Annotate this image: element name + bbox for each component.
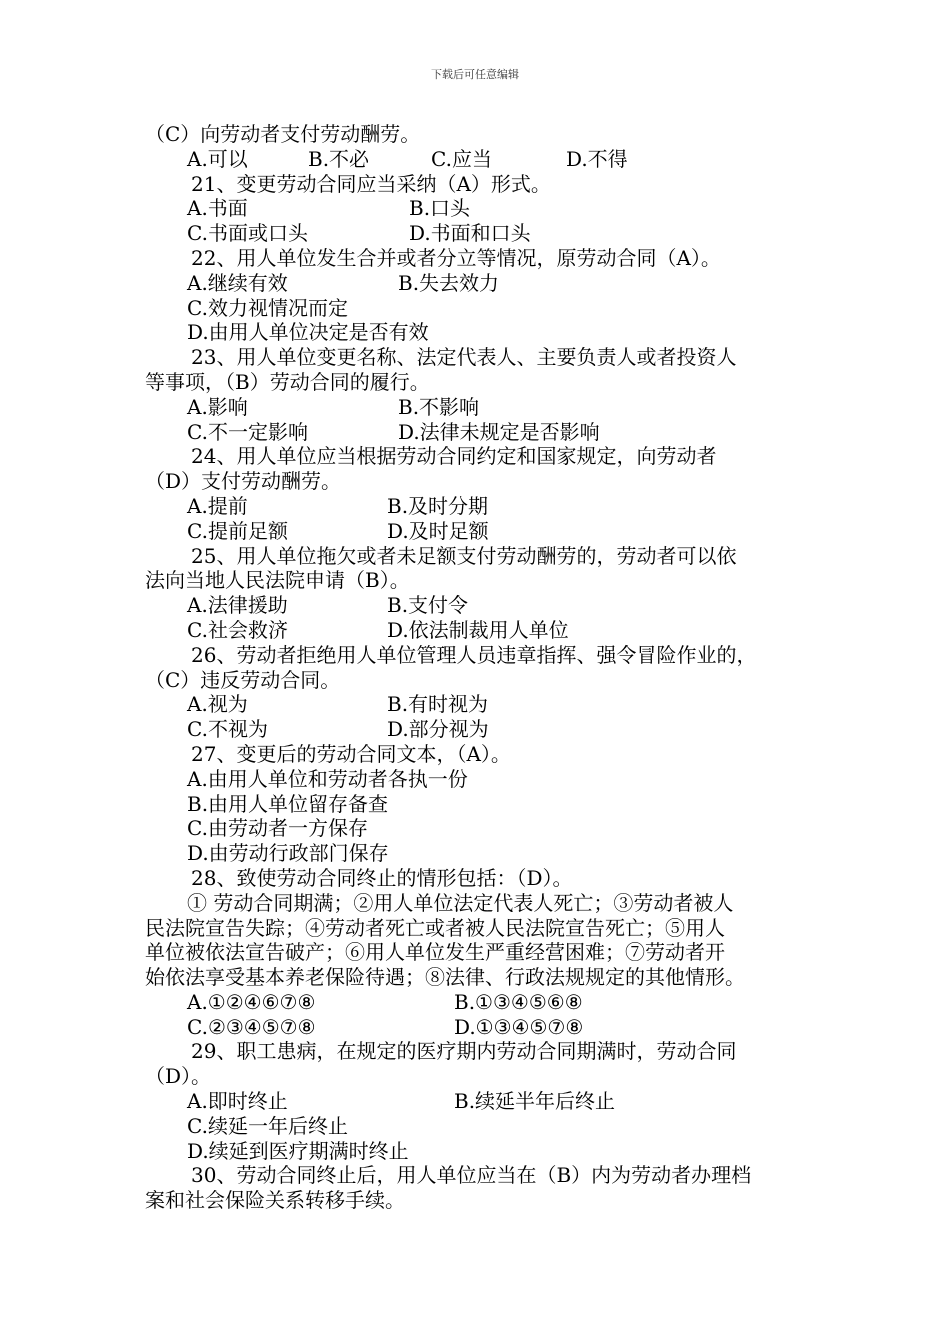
line-text: D.由劳动行政部门保存 <box>187 841 389 866</box>
line-text: 等事项，（B）劳动合同的履行。 <box>145 369 430 394</box>
text-line <box>145 1064 825 1089</box>
text-line <box>145 668 825 693</box>
text-line <box>145 1039 825 1064</box>
answer-option: D.部分视为 <box>387 717 489 742</box>
answer-option: B.①③④⑤⑥⑧ <box>454 989 583 1014</box>
answer-option: A.法律援助 <box>187 593 288 618</box>
text-line <box>145 990 825 1015</box>
answer-option: D.依法制裁用人单位 <box>387 617 569 642</box>
line-text: 单位被依法宣告破产；⑥用人单位发生严重经营困难；⑦劳动者开 <box>145 940 725 965</box>
text-line <box>145 122 825 147</box>
text-line <box>145 246 825 271</box>
text-line <box>145 196 825 221</box>
answer-option: D.不得 <box>566 146 628 171</box>
answer-option: A.即时终止 <box>187 1089 288 1114</box>
line-text: 始依法享受基本养老保险待遇；⑧法律、行政法规规定的其他情形。 <box>145 965 745 990</box>
text-line <box>145 742 825 767</box>
text-line <box>145 717 825 742</box>
text-line <box>145 320 825 345</box>
line-text: （C）向劳动者支付劳动酬劳。 <box>145 122 421 146</box>
line-text: （D）。 <box>145 1064 212 1089</box>
text-line <box>145 1188 825 1213</box>
answer-option: B.续延半年后终止 <box>454 1089 616 1114</box>
document-body <box>145 122 825 1213</box>
line-text: 法向当地人民法院申请（B）。 <box>145 568 410 593</box>
text-line <box>145 296 825 321</box>
answer-option: B.有时视为 <box>387 692 489 717</box>
line-text: （D）支付劳动酬劳。 <box>145 469 342 494</box>
answer-option: D.①③④⑤⑦⑧ <box>454 1014 584 1039</box>
line-text: 案和社会保险关系转移手续。 <box>145 1188 405 1213</box>
answer-option: B.及时分期 <box>387 493 489 518</box>
line-text: 27、变更后的劳动合同文本，（A）。 <box>191 741 511 766</box>
text-line <box>145 494 825 519</box>
answer-option: A.提前 <box>187 493 248 518</box>
text-line <box>145 816 825 841</box>
text-line <box>145 568 825 593</box>
text-line <box>145 1114 825 1139</box>
answer-option: C.社会救济 <box>187 617 288 642</box>
page-header: 下载后可任意编辑 <box>431 68 519 81</box>
answer-option: B.支付令 <box>387 593 469 618</box>
answer-option: A.①②④⑥⑦⑧ <box>187 989 316 1014</box>
line-text: 30、劳动合同终止后，用人单位应当在（B）内为劳动者办理档 <box>191 1163 752 1188</box>
text-line <box>145 767 825 792</box>
text-line <box>145 965 825 990</box>
text-line <box>145 841 825 866</box>
text-line <box>145 345 825 370</box>
answer-option: B.失去效力 <box>398 270 500 295</box>
line-text: 28、致使劳动合同终止的情形包括：（D）。 <box>191 865 573 890</box>
text-line <box>145 866 825 891</box>
text-line <box>145 271 825 296</box>
text-line <box>145 940 825 965</box>
line-text: C.由劳动者一方保存 <box>187 816 368 841</box>
line-text: A.由用人单位和劳动者各执一份 <box>187 766 468 791</box>
line-text: 25、用人单位拖欠或者未足额支付劳动酬劳的，劳动者可以依 <box>191 543 737 568</box>
text-line <box>145 420 825 445</box>
text-line <box>145 1015 825 1040</box>
text-line <box>145 469 825 494</box>
text-line <box>145 1139 825 1164</box>
text-line <box>145 519 825 544</box>
answer-option: B.不影响 <box>398 394 480 419</box>
answer-option: C.②③④⑤⑦⑧ <box>187 1014 316 1039</box>
answer-option: C.提前足额 <box>187 518 288 543</box>
answer-option: C.不视为 <box>187 717 268 742</box>
text-line <box>145 916 825 941</box>
text-line <box>145 692 825 717</box>
answer-option: B.口头 <box>409 196 471 221</box>
answer-option: A.可以 <box>187 146 248 171</box>
text-line <box>145 1163 825 1188</box>
line-text: 24、用人单位应当根据劳动合同约定和国家规定，向劳动者 <box>191 444 717 469</box>
line-text: 22、用人单位发生合并或者分立等情况，原劳动合同（A）。 <box>191 245 721 270</box>
answer-option: D.法律未规定是否影响 <box>398 419 600 444</box>
line-text: 29、职工患病，在规定的医疗期内劳动合同期满时，劳动合同 <box>191 1039 737 1064</box>
line-text: D.续延到医疗期满时终止 <box>187 1138 409 1163</box>
text-line <box>145 395 825 420</box>
line-text: 民法院宣告失踪；④劳动者死亡或者被人民法院宣告死亡；⑤用人 <box>145 915 725 940</box>
answer-option: D.及时足额 <box>387 518 489 543</box>
line-text: B.由用人单位留存备查 <box>187 791 389 816</box>
text-line <box>145 444 825 469</box>
answer-option: C.书面或口头 <box>187 221 308 246</box>
line-text: C.续延一年后终止 <box>187 1113 348 1138</box>
text-line <box>145 643 825 668</box>
line-text: 21、变更劳动合同应当采纳（A）形式。 <box>191 171 551 196</box>
line-text: 23、用人单位变更名称、法定代表人、主要负责人或者投资人 <box>191 345 737 370</box>
answer-option: A.继续有效 <box>187 270 288 295</box>
answer-option: A.书面 <box>187 196 248 221</box>
line-text: C.效力视情况而定 <box>187 295 348 320</box>
answer-option: D.书面和口头 <box>409 221 531 246</box>
text-line <box>145 544 825 569</box>
answer-option: C.应当 <box>431 146 492 171</box>
text-line <box>145 593 825 618</box>
text-line <box>145 1089 825 1114</box>
line-text: （C）违反劳动合同。 <box>145 667 341 692</box>
answer-option: B.不必 <box>308 146 370 171</box>
text-line <box>145 891 825 916</box>
text-line <box>145 792 825 817</box>
answer-option: C.不一定影响 <box>187 419 308 444</box>
text-line <box>145 370 825 395</box>
text-line <box>145 172 825 197</box>
text-line <box>145 618 825 643</box>
line-text: ① 劳动合同期满；②用人单位法定代表人死亡；③劳动者被人 <box>187 890 734 915</box>
answer-option: A.影响 <box>187 394 248 419</box>
text-line <box>145 147 825 172</box>
answer-option: A.视为 <box>187 692 248 717</box>
line-text: 26、劳动者拒绝用人单位管理人员违章指挥、强令冒险作业的， <box>191 642 757 667</box>
text-line <box>145 221 825 246</box>
line-text: D.由用人单位决定是否有效 <box>187 320 429 345</box>
